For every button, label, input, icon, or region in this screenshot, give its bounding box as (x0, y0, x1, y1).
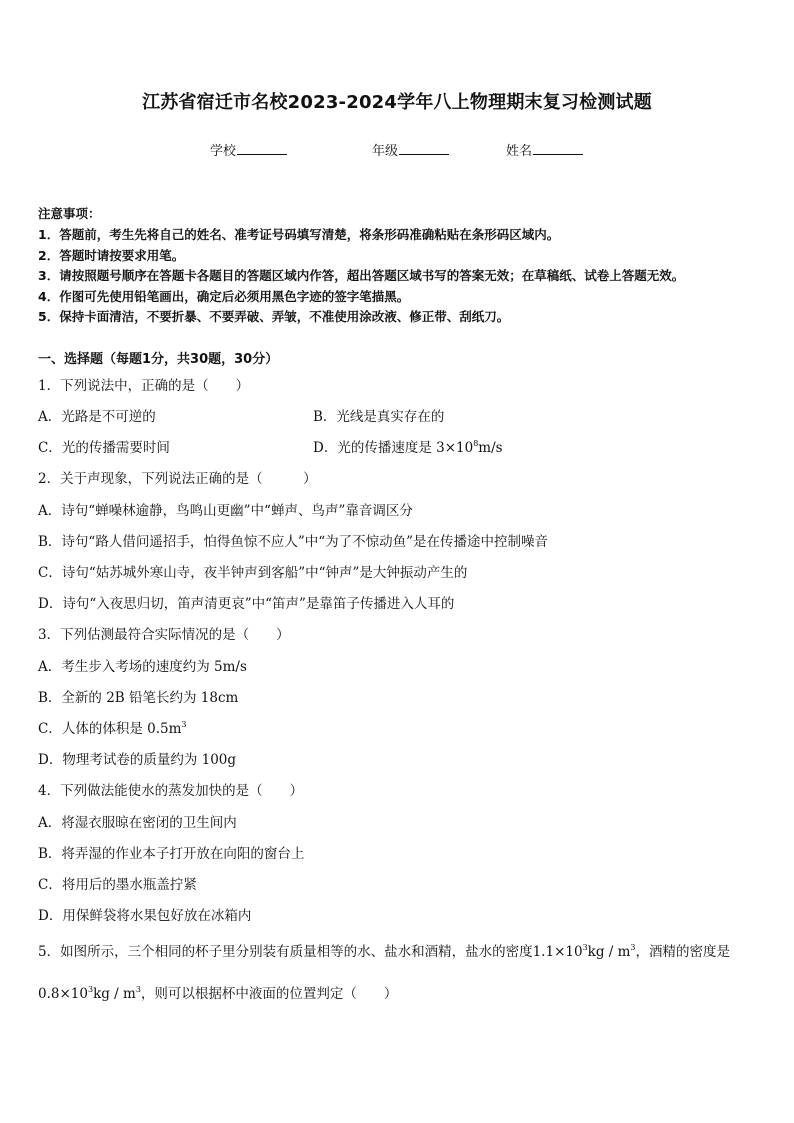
question-stem: 4．下列做法能使水的蒸发加快的是（ ） (38, 783, 304, 799)
school-label: 学校 (210, 144, 237, 159)
name-field (506, 140, 583, 159)
option-c-text: C．人体的体积是 0.5m (38, 721, 182, 737)
notice-item: 5．保持卡面清洁，不要折暴、不要弄破、弄皱，不准使用涂改液、修正带、刮纸刀。 (38, 309, 510, 324)
grade-field (372, 140, 449, 159)
density-value: 0.8×10 (38, 986, 88, 1002)
option-d: D．用保鲜袋将水果包好放在冰箱内 (38, 908, 252, 924)
option-a: A．考生步入考场的速度约为 5m/s (38, 659, 247, 675)
option-c (38, 717, 187, 737)
option-d: D．物理考试卷的质量约为 100g (38, 752, 237, 768)
notice-item: 2．答题时请按要求用笔。 (38, 248, 185, 263)
option-c: C．光的传播需要时间 (38, 440, 170, 456)
grade-blank[interactable] (399, 142, 449, 155)
question-stem: 2．关于声现象，下列说法正确的是（ ） (38, 471, 317, 487)
question-text: ，则可以根据杯中液面的位置判定（ ） (140, 986, 398, 1002)
name-label: 姓名 (506, 144, 533, 159)
exponent: 3 (582, 943, 588, 952)
exponent: 3 (87, 985, 94, 994)
section-heading: 一、选择题（每题1分，共30题，30分） (38, 352, 279, 367)
question-stem: 1．下列说法中，正确的是（ ） (38, 378, 250, 394)
name-blank[interactable] (533, 142, 583, 155)
density-unit: kg / m (93, 986, 136, 1002)
page-title: 江苏省宿迁市名校2023-2024学年八上物理期末复习检测试题 (142, 92, 652, 113)
option-c: C．诗句“姑苏城外寒山寺，夜半钟声到客船”中“钟声”是大钟振动产生的 (38, 565, 468, 581)
notice-item: 3．请按照题号顺序在答题卡各题目的答题区域内作答，超出答题区域书写的答案无效；在草稿纸、试卷上答题无效。 (38, 268, 685, 283)
grade-label: 年级 (372, 144, 399, 159)
school-blank[interactable] (237, 142, 287, 155)
density-value: 1.1×10 (532, 944, 583, 960)
option-b: B．将弄湿的作业本子打开放在向阳的窗台上 (38, 846, 305, 862)
notice-item: 1．答题前，考生先将自己的姓名、准考证号码填写清楚，将条形码准确粘贴在条形码区域内。 (38, 227, 560, 242)
option-d-text: D．光的传播速度是 3×10 (313, 440, 474, 456)
option-b: B．全新的 2B 铅笔长约为 18cm (38, 690, 239, 706)
notice-item: 4．作图可先使用铅笔画出，确定后必须用黑色字迹的签字笔描黑。 (38, 289, 410, 304)
exponent: 3 (181, 720, 187, 729)
exponent: 3 (135, 985, 141, 994)
question-text: 5．如图所示，三个相同的杯子里分别装有质量相等的水、盐水和酒精，盐水的密度 (38, 944, 533, 960)
option-d: D．诗句“入夜思归切，笛声清更哀”中“笛声”是靠笛子传播进入人耳的 (38, 596, 455, 612)
option-c: C．将用后的墨水瓶盖拧紧 (38, 877, 197, 893)
option-b: B．诗句“路人借问遥招手，怕得鱼惊不应人”中“为了不惊动鱼”是在传播途中控制噪音 (38, 534, 549, 550)
school-field (210, 140, 287, 159)
question-stem (38, 940, 730, 960)
option-b: B．光线是真实存在的 (313, 409, 445, 425)
question-text: ，酒精的密度是 (635, 944, 731, 960)
option-a: A．诗句“蝉噪林逾静，鸟鸣山更幽”中“蝉声、鸟声”靠音调区分 (38, 503, 413, 519)
option-a: A．将湿衣服晾在密闭的卫生间内 (38, 815, 237, 831)
question-stem-continued (38, 982, 397, 1002)
notice-heading: 注意事项： (38, 206, 101, 221)
density-unit: kg / m (587, 944, 631, 960)
unit-text: m/s (478, 440, 503, 456)
option-a: A．光路是不可逆的 (38, 409, 156, 425)
question-stem: 3．下列估测最符合实际情况的是（ ） (38, 627, 290, 643)
option-d (313, 436, 503, 456)
exponent: 8 (473, 439, 479, 448)
exponent: 3 (630, 943, 636, 952)
